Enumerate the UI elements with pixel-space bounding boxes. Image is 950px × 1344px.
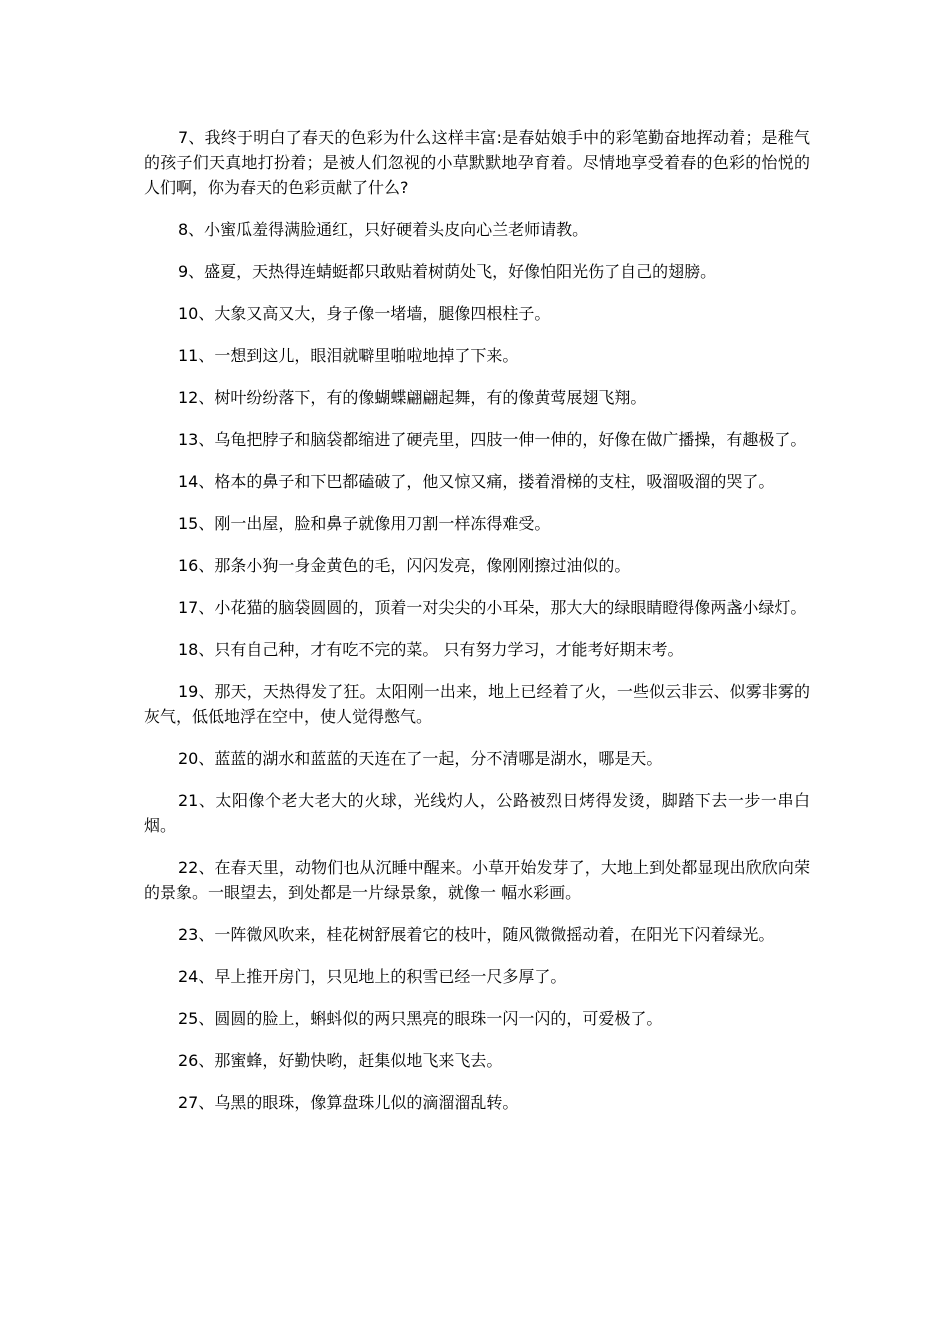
paragraph-18: 18、只有自己种，才有吃不完的菜。 只有努力学习，才能考好期末考。 [178, 640, 684, 659]
paragraph-17: 17、小花猫的脑袋圆圆的，顶着一对尖尖的小耳朵，那大大的绿眼睛瞪得像两盏小绿灯。 [178, 598, 807, 617]
paragraph-21: 21、太阳像个老大老大的火球，光线灼人，公路被烈日烤得发烫，脚踏下去一步一串白烟。 [144, 791, 810, 835]
document-body [144, 125, 810, 1132]
paragraph-8: 8、小蜜瓜羞得满脸通红，只好硬着头皮向心兰老师请教。 [178, 220, 589, 239]
paragraph-16: 16、那条小狗一身金黄色的毛，闪闪发亮，像刚刚擦过油似的。 [178, 556, 631, 575]
paragraph-27: 27、乌黑的眼珠，像算盘珠儿似的滴溜溜乱转。 [178, 1093, 519, 1112]
paragraph-7: 7、我终于明白了春天的色彩为什么这样丰富:是春姑娘手中的彩笔勤奋地挥动着；是稚气的孩子们天真地打扮着；是被人们忽视的小草默默地孕育着。尽情地享受着春的色彩的怡悦的人们啊，你为春天的色彩贡献了什么? [144, 128, 810, 197]
paragraph-12: 12、树叶纷纷落下，有的像蝴蝶翩翩起舞，有的像黄莺展翅飞翔。 [178, 388, 647, 407]
paragraph-10: 10、大象又高又大，身子像一堵墙，腿像四根柱子。 [178, 304, 551, 323]
paragraph-11: 11、一想到这儿，眼泪就噼里啪啦地掉了下来。 [178, 346, 519, 365]
paragraph-9: 9、盛夏，天热得连蜻蜓都只敢贴着树荫处飞，好像怕阳光伤了自己的翅膀。 [178, 262, 717, 281]
paragraph-19: 19、那天，天热得发了狂。太阳刚一出来，地上已经着了火，一些似云非云、似雾非雾的灰气，低低地浮在空中，使人觉得憋气。 [144, 682, 810, 726]
paragraph-22: 22、在春天里，动物们也从沉睡中醒来。小草开始发芽了，大地上到处都显现出欣欣向荣的景象。一眼望去，到处都是一片绿景象，就像一 幅水彩画。 [144, 858, 810, 902]
paragraph-25: 25、圆圆的脸上，蝌蚪似的两只黑亮的眼珠一闪一闪的，可爱极了。 [178, 1009, 663, 1028]
paragraph-15: 15、刚一出屋，脸和鼻子就像用刀割一样冻得难受。 [178, 514, 551, 533]
paragraph-24: 24、早上推开房门，只见地上的积雪已经一尺多厚了。 [178, 967, 567, 986]
paragraph-14: 14、格本的鼻子和下巴都磕破了，他又惊又痛，搂着滑梯的支柱，吸溜吸溜的哭了。 [178, 472, 775, 491]
paragraph-26: 26、那蜜蜂，好勤快哟，赶集似地飞来飞去。 [178, 1051, 503, 1070]
paragraph-20: 20、蓝蓝的湖水和蓝蓝的天连在了一起，分不清哪是湖水，哪是天。 [178, 749, 663, 768]
paragraph-23: 23、一阵微风吹来，桂花树舒展着它的枝叶，随风微微摇动着，在阳光下闪着绿光。 [178, 925, 775, 944]
paragraph-13: 13、乌龟把脖子和脑袋都缩进了硬壳里，四肢一伸一伸的，好像在做广播操，有趣极了。 [178, 430, 807, 449]
